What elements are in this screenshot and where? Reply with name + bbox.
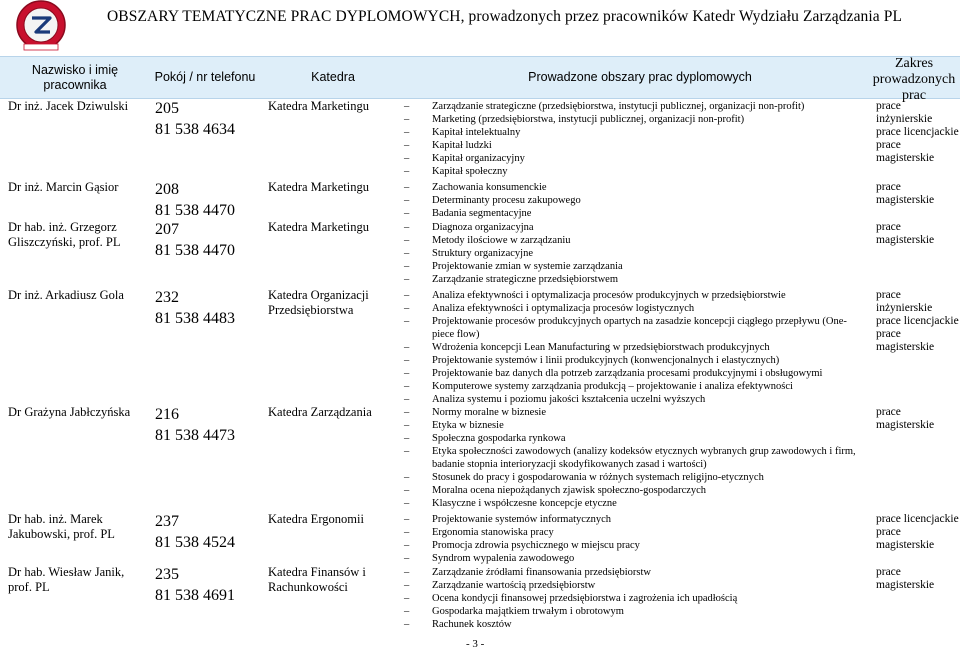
- staff-name: Dr hab. inż. Grzegorz Gliszczyński, prof. PL: [8, 220, 121, 249]
- page-number: - 3 -: [466, 638, 485, 650]
- list-item: – Rachunek kosztów: [404, 619, 512, 630]
- list-item: – Kapitał intelektualny: [404, 127, 521, 138]
- department-name: Katedra Organizacji Przedsiębiorstwa: [268, 288, 369, 317]
- staff-name: Dr inż. Arkadiusz Gola: [8, 288, 124, 302]
- list-item: – Struktury organizacyjne: [404, 248, 533, 259]
- list-item: – Klasyczne i współczesne koncepcje etyczne: [404, 498, 617, 509]
- department-name: Katedra Finansów i Rachunkowości: [268, 565, 366, 594]
- list-item: – Społeczna gospodarka rynkowa: [404, 433, 566, 444]
- list-item: – Projektowanie procesów produkcyjnych opartych na zasadzie koncepcji ciągłego przepływu (One-piece flow): [404, 316, 847, 340]
- staff-name: Dr inż. Jacek Dziwulski: [8, 99, 129, 113]
- staff-name: Dr inż. Marcin Gąsior: [8, 180, 119, 194]
- list-item: – Projektowanie systemów informatycznych: [404, 514, 612, 525]
- column-header-topics: Prowadzone obszary prac dyplomowych: [528, 70, 752, 84]
- list-item: – Wdrożenia koncepcji Lean Manufacturing w przedsiębiorstwach produkcyjnych: [404, 342, 770, 353]
- list-item: – Projektowanie zmian w systemie zarządzania: [404, 261, 623, 272]
- staff-name: Dr hab. inż. Marek Jakubowski, prof. PL: [8, 512, 115, 541]
- department-name: Katedra Marketingu: [268, 180, 370, 194]
- department-name: Katedra Zarządzania: [268, 405, 372, 419]
- phone-number: 81 538 4634: [155, 121, 235, 138]
- list-item: – Metody ilościowe w zarządzaniu: [404, 235, 571, 246]
- column-header-scope: Zakres prowadzonych prac: [872, 56, 956, 103]
- list-item: – Badania segmentacyjne: [404, 208, 532, 219]
- list-item: – Zarządzanie wartością przedsiębiorstw: [404, 580, 596, 591]
- list-item: – Zachowania konsumenckie: [404, 182, 547, 193]
- list-item: – Stosunek do pracy i gospodarowania w różnych systemach religijno-etycznych: [404, 472, 764, 483]
- staff-name: Dr Grażyna Jabłczyńska: [8, 405, 131, 419]
- scope-list: prace inżynierskie prace licencjackie prace magisterskie: [876, 100, 959, 164]
- column-header-department: Katedra: [311, 70, 355, 84]
- scope-list: prace magisterskie: [876, 181, 935, 206]
- department-name: Katedra Marketingu: [268, 99, 370, 113]
- topics-list: [402, 181, 862, 220]
- scope-list: prace magisterskie: [876, 566, 935, 591]
- list-item: – Zarządzanie strategiczne (przedsiębiorstwa, instytucji publicznej, organizacji non-profit): [404, 101, 805, 112]
- list-item: – Ocena kondycji finansowej przedsiębiorstwa i zagrożenia ich upadłością: [404, 593, 738, 604]
- table-header: [0, 56, 960, 103]
- topics-list: [402, 406, 862, 510]
- topics-list: [402, 221, 862, 286]
- page-title: OBSZARY TEMATYCZNE PRAC DYPLOMOWYCH, prowadzonych przez pracowników Katedr Wydziału Zarządzania PL: [107, 8, 903, 25]
- staff-name: Dr hab. Wiesław Janik, prof. PL: [8, 565, 125, 594]
- room-number: 208: [155, 181, 179, 198]
- phone-number: 81 538 4470: [155, 242, 235, 259]
- list-item: – Analiza systemu i poziomu jakości kształcenia uczelni wyższych: [404, 394, 706, 405]
- list-item: – Zarządzanie strategiczne przedsiębiorstwem: [404, 274, 618, 285]
- list-item: – Etyka społeczności zawodowych (analizy kodeksów etycznych wybranych grup zawodowych i firm, badanie stopnia interioryzacji skodyfikowanych zasad i wartości): [404, 446, 856, 470]
- list-item: – Promocja zdrowia psychicznego w miejscu pracy: [404, 540, 640, 551]
- list-item: – Kapitał ludzki: [404, 140, 492, 151]
- column-header-name: Nazwisko i imię pracownika: [31, 63, 119, 92]
- column-header-room: Pokój / nr telefonu: [154, 70, 256, 84]
- topics-list: [402, 513, 862, 565]
- department-name: Katedra Ergonomii: [268, 512, 364, 526]
- scope-list: prace licencjackie prace magisterskie: [876, 513, 959, 551]
- scope-list: prace inżynierskie prace licencjackie prace magisterskie: [876, 289, 959, 353]
- scope-list: prace magisterskie: [876, 406, 935, 431]
- room-number: 205: [155, 100, 179, 117]
- list-item: – Moralna ocena niepożądanych zjawisk społeczno-gospodarczych: [404, 485, 707, 496]
- topics-list: [402, 100, 862, 178]
- list-item: – Syndrom wypalenia zawodowego: [404, 553, 575, 564]
- phone-number: 81 538 4470: [155, 202, 235, 219]
- list-item: – Gospodarka majątkiem trwałym i obrotowym: [404, 606, 624, 617]
- list-item: – Diagnoza organizacyjna: [404, 222, 534, 233]
- list-item: – Analiza efektywności i optymalizacja procesów produkcyjnych w przedsiębiorstwie: [404, 290, 786, 301]
- list-item: – Normy moralne w biznesie: [404, 407, 547, 418]
- list-item: – Ergonomia stanowiska pracy: [404, 527, 554, 538]
- list-item: – Komputerowe systemy zarządzania produkcją – projektowanie i analiza efektywności: [404, 381, 793, 392]
- phone-number: 81 538 4524: [155, 534, 235, 551]
- university-logo-icon: [8, 0, 74, 54]
- room-number: 216: [155, 406, 179, 423]
- list-item: – Projektowanie systemów i linii produkcyjnych (konwencjonalnych i elastycznych): [404, 355, 780, 366]
- list-item: – Kapitał społeczny: [404, 166, 508, 177]
- list-item: – Projektowanie baz danych dla potrzeb zarządzania procesami produkcyjnymi i obsługowymi: [404, 368, 823, 379]
- scope-list: prace magisterskie: [876, 221, 935, 246]
- room-number: 207: [155, 221, 179, 238]
- room-number: 237: [155, 513, 179, 530]
- list-item: – Etyka w biznesie: [404, 420, 504, 431]
- list-item: – Analiza efektywności i optymalizacja procesów logistycznych: [404, 303, 695, 314]
- topics-list: [402, 289, 862, 406]
- list-item: – Determinanty procesu zakupowego: [404, 195, 581, 206]
- phone-number: 81 538 4691: [155, 587, 235, 604]
- room-number: 235: [155, 566, 179, 583]
- list-item: – Zarządzanie źródłami finansowania przedsiębiorstw: [404, 567, 651, 578]
- topics-list: [402, 566, 862, 631]
- list-item: – Marketing (przedsiębiorstwa, instytucji publicznej, organizacji non-profit): [404, 114, 745, 125]
- phone-number: 81 538 4473: [155, 427, 235, 444]
- list-item: – Kapitał organizacyjny: [404, 153, 525, 164]
- department-name: Katedra Marketingu: [268, 220, 370, 234]
- phone-number: 81 538 4483: [155, 310, 235, 327]
- room-number: 232: [155, 289, 179, 306]
